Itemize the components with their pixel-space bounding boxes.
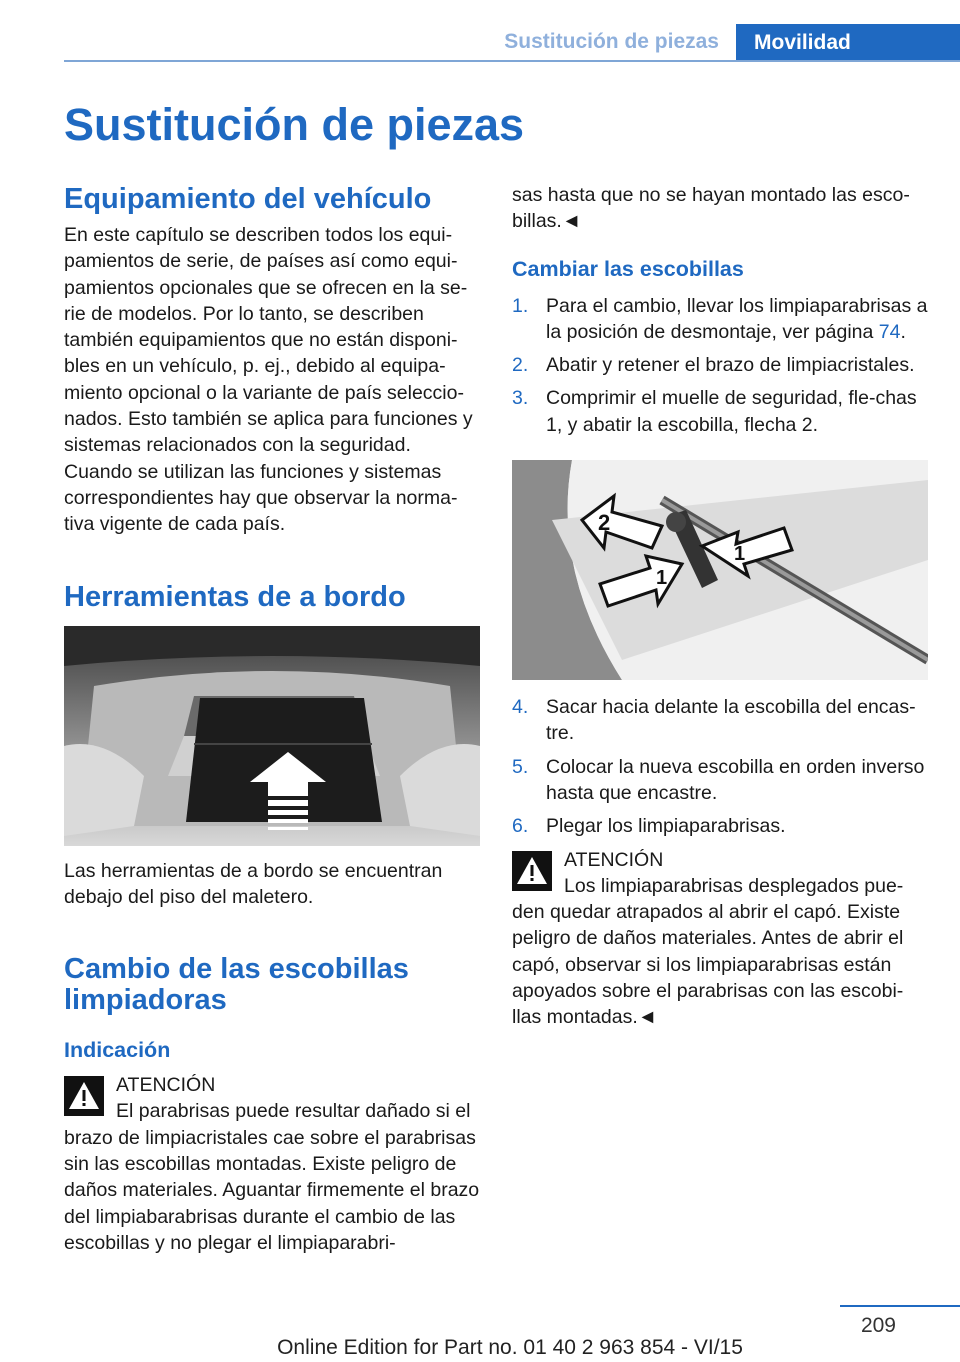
list-item [512,385,932,438]
steps-list-b [512,694,932,839]
step-text-end: . [900,320,906,343]
step-number: 5. [512,755,529,778]
svg-text:1: 1 [656,567,668,590]
step-text: Sacar hacia delante la escobilla del encas-tre. [546,696,916,745]
trunk-floor-image [64,626,480,846]
svg-text:2: 2 [598,510,611,536]
step-text: Plegar los limpiaparabrisas. [546,815,786,838]
header-rule [64,60,960,62]
warning-text-first-line: El parabrisas puede resultar dañado si el [116,1100,471,1123]
warning-text: brazo de limpiacristales cae sobre el parabrisas sin las escobillas montadas. Existe peligro de daños materiales. Aguantar firmemente el brazo del limpiabarabrisas durante el cambio de las escobillas y no plegar el limpiaparabri- [64,1126,480,1254]
warning-triangle-icon [512,851,552,891]
heading-herramientas: Herramientas de a bordo [64,580,406,613]
step-text: Abatir y retener el brazo de limpiacristales. [546,354,915,377]
paragraph-herramientas: Las herramientas de a bordo se encuentran debajo del piso del maletero. [64,859,443,908]
warning-block-right [512,847,932,1031]
heading-equipamiento: Equipamiento del vehículo [64,183,432,215]
svg-text:1: 1 [734,543,746,566]
heading-cambiar-escobillas: Cambiar las escobillas [512,256,744,281]
page-link[interactable]: 74 [878,320,901,343]
right-column [512,182,932,1031]
step-number: 6. [512,815,529,838]
step-text: Comprimir el muelle de seguridad, fle-chas 1, y abatir la escobilla, flecha 2. [546,387,917,436]
trunk-illustration [64,626,480,846]
warning-triangle-icon [64,1076,104,1116]
list-item [512,694,932,747]
step-text: Colocar la nueva escobilla en orden inverso hasta que encastre. [546,755,925,804]
footer-rule [840,1305,960,1307]
list-item [512,813,932,839]
heading-cambio-escobillas: Cambio de las escobillas limpiadoras [64,953,409,1017]
step-number: 3. [512,387,529,410]
left-column [64,182,482,1256]
step-number: 1. [512,294,529,317]
warning-block-left [64,1072,482,1256]
footer-edition: Online Edition for Part no. 01 40 2 963 854 - VI/15 [277,1336,743,1359]
steps-list-a [512,293,932,438]
step-text: Para el cambio, llevar los limpiaparabrisas a la posición de desmontaje, ver página [546,294,928,343]
step-number: 2. [512,354,529,377]
list-item [512,293,932,346]
page-title: Sustitución de piezas [64,99,525,150]
paragraph-continuation: sas hasta que no se hayan montado las esco-billas.◄ [512,184,910,233]
list-item [512,352,932,378]
heading-indicacion: Indicación [64,1038,171,1063]
step-number: 4. [512,696,529,719]
warning-label: ATENCIÓN [564,848,664,871]
header-section-title: Sustitución de piezas [504,30,719,53]
wiper-blade-image [512,460,928,680]
page-number: 209 [860,1314,896,1337]
header-chapter-tab[interactable]: Movilidad [736,24,960,62]
list-item [512,754,932,807]
warning-label: ATENCIÓN [116,1074,216,1097]
wiper-illustration [512,460,928,680]
warning-text-first-line: Los limpiaparabrisas desplegados pue- [564,874,904,897]
paragraph-equipamiento: En este capítulo se describen todos los equi-pamientos de serie, de países así como equi-pamientos opcionales que se ofrecen en la se-rie de modelos. Por lo tanto, se describen también equipamientos que no están disponi-bles en un vehículo, p. ej., debido al equipa-miento opcional o la variante de país seleccio-nados. Esto también se aplica para funciones y sistemas relacionados con la seguridad. Cuando se utilizan las funciones y sistemas correspondientes hay que observar la norma-tiva vigente de cada país. [64,224,473,536]
warning-text: den quedar atrapados al abrir el capó. Existe peligro de daños materiales. Antes de abrir el capó, observar si los limpiaparabrisas están apoyados sobre el parabrisas con las escobi-llas montadas.◄ [512,901,904,1029]
